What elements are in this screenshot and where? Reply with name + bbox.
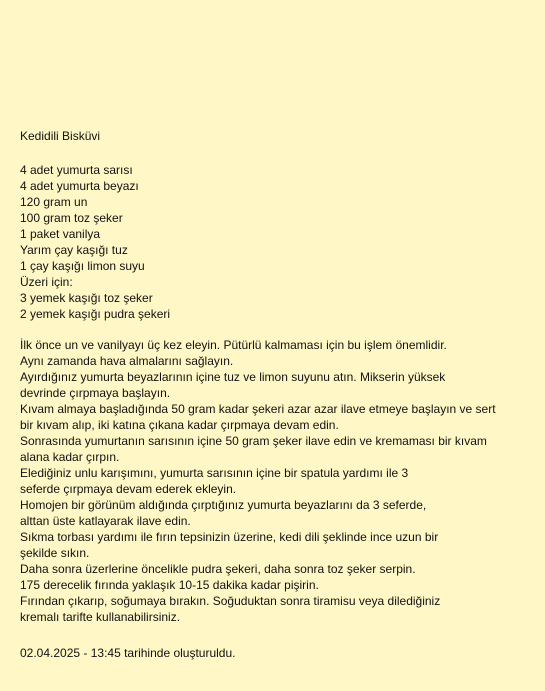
instructions-text (20, 337, 496, 625)
instruction-line: Sıkma torbası yardımı ile fırın tepsinizin üzerine, kedi dili şeklinde ince uzun bir (20, 530, 439, 544)
ingredient-item: 1 paket vanilya (20, 227, 101, 241)
ingredients-list (20, 162, 170, 322)
instruction-line: seferde çırpmaya devam ederek ekleyin. (20, 482, 237, 496)
instruction-line: şekilde sıkın. (20, 546, 90, 560)
ingredient-item: 4 adet yumurta beyazı (20, 179, 139, 193)
instruction-line: devrinde çırpmaya başlayın. (20, 386, 171, 400)
instruction-line: Fırından çıkarıp, soğumaya bırakın. Soğuduktan sonra tiramisu veya dilediğiniz (20, 594, 441, 608)
instruction-line: Kıvam almaya başladığında 50 gram kadar şekeri azar azar ilave etmeye başlayın ve sert (20, 402, 496, 416)
instruction-line: Ayırdığınız yumurta beyazlarının içine tuz ve limon suyunu atın. Mikserin yüksek (20, 370, 446, 384)
instruction-line: alttan üste katlayarak ilave edin. (20, 514, 191, 528)
instruction-line: bir kıvam alıp, iki katına çıkana kadar çırpmaya devam edin. (20, 418, 339, 432)
instruction-line: Homojen bir görünüm aldığında çırptığınız yumurta beyazlarını da 3 seferde, (20, 498, 427, 512)
instruction-line: Elediğiniz unlu karışımını, yumurta sarısının içine bir spatula yardımı ile 3 (20, 466, 409, 480)
ingredient-item: 120 gram un (20, 195, 88, 209)
instruction-line: Sonrasında yumurtanın sarısının içine 50 gram şeker ilave edin ve kremaması bir kıvam (20, 434, 487, 448)
instruction-line: Aynı zamanda hava almalarını sağlayın. (20, 354, 234, 368)
ingredient-item: 3 yemek kaşığı toz şeker (20, 291, 153, 305)
instruction-line: alana kadar çırpın. (20, 450, 120, 464)
instruction-line: İlk önce un ve vanilyayı üç kez eleyin. Pütürlü kalmaması için bu işlem önemlidir. (20, 338, 447, 352)
instruction-line: 175 derecelik fırında yaklaşık 10-15 dakika kadar pişirin. (20, 578, 319, 592)
created-timestamp: 02.04.2025 - 13:45 tarihinde oluşturuldu. (20, 646, 236, 660)
ingredient-item: 2 yemek kaşığı pudra şekeri (20, 307, 171, 321)
instruction-line: kremalı tarifte kullanabilirsiniz. (20, 610, 181, 624)
topping-heading: Üzeri için: (20, 275, 73, 289)
ingredient-item: 1 çay kaşığı limon suyu (20, 259, 145, 273)
ingredient-item: Yarım çay kaşığı tuz (20, 243, 128, 257)
recipe-title: Kedidili Bisküvi (20, 129, 101, 143)
instruction-line: Daha sonra üzerlerine öncelikle pudra şekeri, daha sonra toz şeker serpin. (20, 562, 416, 576)
ingredient-item: 4 adet yumurta sarısı (20, 163, 133, 177)
ingredient-item: 100 gram toz şeker (20, 211, 123, 225)
